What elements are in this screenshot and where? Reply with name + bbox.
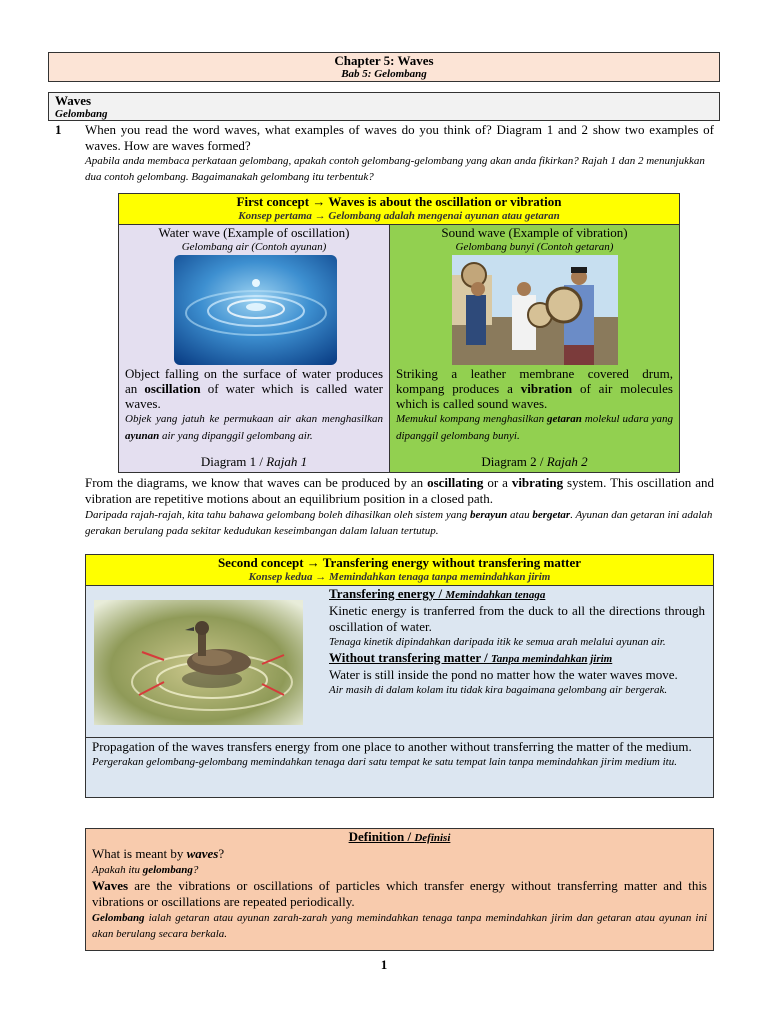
concept2-box bbox=[85, 554, 714, 798]
concept1-box bbox=[118, 193, 680, 473]
definition-answer: Waves are the vibrations or oscillations of particles which transfer energy without transferring matter and this vibrations or oscillations are repeated periodically. bbox=[92, 878, 707, 909]
sound-wave-text-malay: Memukul kompang menghasilkan getaran molekul udara yang dipanggil gelombang bunyi. bbox=[396, 413, 673, 442]
concept1-heading-text: First concept → Waves is about the oscillation or vibration bbox=[236, 194, 562, 209]
water-wave-caption-malay: Gelombang air (Contoh ayunan) bbox=[181, 241, 327, 253]
sound-wave-caption-malay: Gelombang bunyi (Contoh getaran) bbox=[455, 241, 614, 253]
definition-heading: Definition / Definisi bbox=[348, 829, 451, 844]
concept1-heading-malay: Konsep pertama → Gelombang adalah mengenai ayunan atau getaran bbox=[238, 210, 560, 222]
energy-text: Kinetic energy is tranferred from the duck to all the directions through oscillation of water. bbox=[329, 603, 705, 634]
chapter-subtitle: Bab 5: Gelombang bbox=[341, 68, 427, 80]
sound-wave-description bbox=[396, 366, 673, 445]
page-number: 1 bbox=[380, 957, 388, 972]
duck-image bbox=[94, 600, 303, 725]
chapter-title-box bbox=[48, 52, 720, 82]
definition-answer-malay: Gelombang ialah getaran atau ayunan zarah-zarah yang memindahkan tenaga tanpa memindahkan jirim dan getaran atau ayunan ini akan berulang secara berkala. bbox=[92, 912, 707, 940]
question-number: 1 bbox=[55, 122, 62, 137]
diagram1-label: Diagram 1 / Rajah 1 bbox=[200, 454, 308, 469]
section-subtitle: Gelombang bbox=[55, 108, 108, 120]
propagation-note bbox=[86, 737, 713, 771]
kompang-image bbox=[452, 255, 618, 365]
water-wave-description bbox=[125, 366, 383, 445]
diagrams-conclusion-malay: Daripada rajah-rajah, kita tahu bahawa gelombang boleh dihasilkan oleh sistem yang berayun atau bergetar. Ayunan dan getaran ini adalah gerakan berulang pada sekitar kedudukan keseimbangan dalam laluan tertutup. bbox=[85, 509, 713, 537]
definition-question-malay: Apakah itu gelombang? bbox=[92, 864, 199, 876]
propagation-text-malay: Pergerakan gelombang-gelombang memindahkan tenaga dari satu tempat ke satu tempat lain tanpa memindahkan jirim medium itu. bbox=[92, 756, 677, 768]
water-wave-text: Object falling on the surface of water produces an oscillation of water which is called water waves. bbox=[125, 366, 383, 411]
concept2-heading bbox=[86, 555, 713, 586]
question-text-malay: Apabila anda membaca perkataan gelombang, apakah contoh gelombang-gelombang yang akan anda fikirkan? Rajah 1 dan 2 menunjukkan dua contoh gelombang. Bagaimanakah gelombang itu terbentuk? bbox=[85, 155, 705, 183]
water-wave-column bbox=[119, 225, 390, 472]
chapter-title: Chapter 5: Waves bbox=[334, 53, 434, 68]
concept2-heading-malay: Konsep kedua → Memindahkan tenaga tanpa memindahkan jirim bbox=[248, 571, 551, 583]
definition-box bbox=[85, 828, 714, 951]
concept2-heading-text: Second concept → Transfering energy without transfering matter bbox=[217, 555, 582, 570]
energy-text-malay: Tenaga kinetik dipindahkan daripada itik ke semua arah melalui ayunan air. bbox=[329, 636, 666, 648]
concept2-explanation bbox=[329, 586, 705, 698]
question-text: When you read the word waves, what examples of waves do you think of? Diagram 1 and 2 show two examples of waves. How are waves formed? bbox=[85, 122, 714, 153]
sound-wave-text: Striking a leather membrane covered drum, kompang produces a vibration of air molecules which is called sound waves. bbox=[396, 366, 673, 411]
section-header bbox=[48, 92, 720, 121]
definition-question: What is meant by waves? bbox=[92, 846, 225, 861]
sound-wave-caption: Sound wave (Example of vibration) bbox=[441, 225, 628, 240]
section-title: Waves bbox=[55, 93, 92, 108]
sound-wave-column bbox=[390, 225, 679, 472]
water-drop-image bbox=[174, 255, 337, 365]
diagrams-conclusion: From the diagrams, we know that waves can be produced by an oscillating or a vibrating system. This oscillation and vibration are repetitive motions about an equilibrium position in a closed path. bbox=[85, 475, 714, 506]
matter-text-malay: Air masih di dalam kolam itu tidak kira bagaimana gelombang air bergerak. bbox=[329, 684, 668, 696]
matter-text: Water is still inside the pond no matter how the water waves move. bbox=[329, 667, 678, 682]
water-wave-caption: Water wave (Example of oscillation) bbox=[158, 225, 350, 240]
energy-label: Transfering energy / Memindahkan tenaga bbox=[329, 586, 546, 601]
matter-label: Without transfering matter / Tanpa memindahkan jirim bbox=[329, 650, 613, 665]
propagation-text: Propagation of the waves transfers energy from one place to another without transferring the matter of the medium. bbox=[92, 739, 692, 754]
water-wave-text-malay: Objek yang jatuh ke permukaan air akan menghasilkan ayunan air yang dipanggil gelombang air. bbox=[125, 413, 383, 442]
diagram2-label: Diagram 2 / Rajah 2 bbox=[481, 454, 588, 469]
concept1-heading bbox=[119, 194, 679, 225]
